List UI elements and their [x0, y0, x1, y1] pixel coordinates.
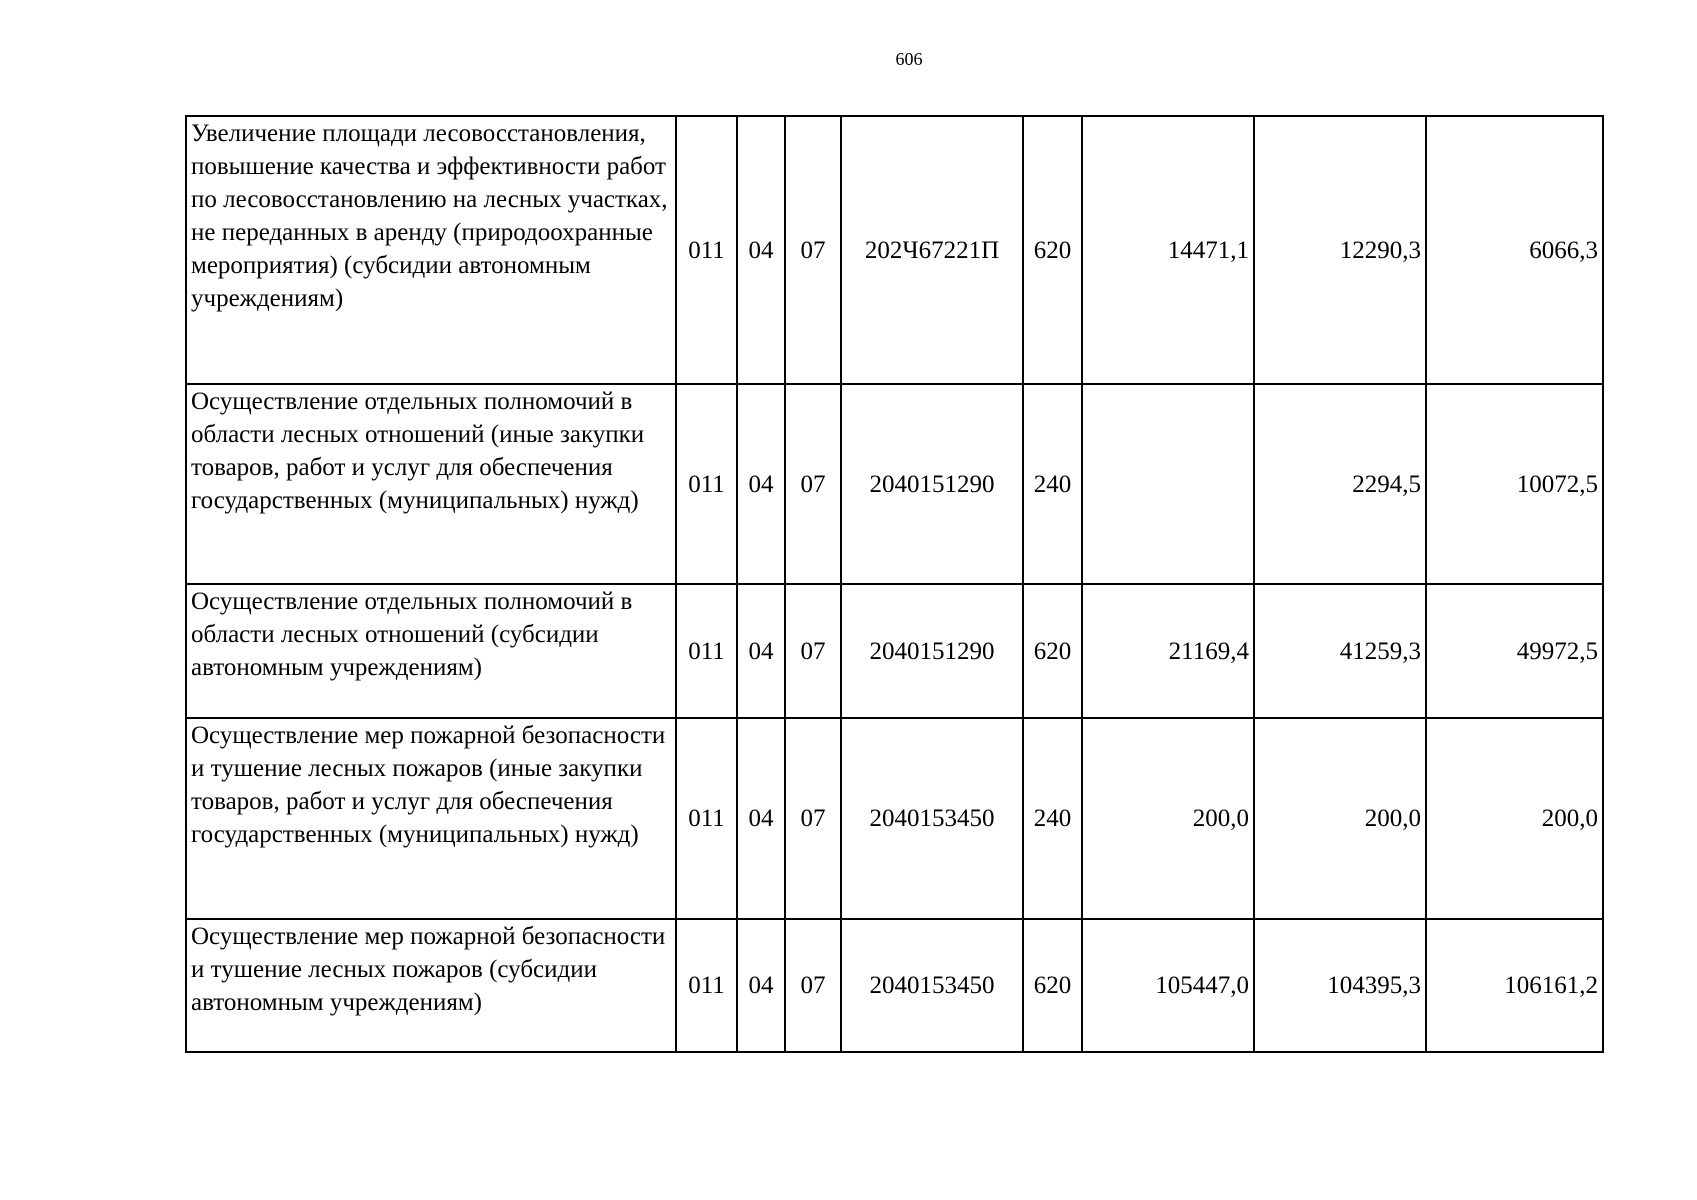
expense-type-code: 620	[1023, 919, 1082, 1052]
subsection-code: 07	[785, 919, 841, 1052]
ministry-code: 011	[676, 584, 737, 718]
section-code: 04	[737, 384, 785, 584]
target-article-code: 2040153450	[841, 919, 1023, 1052]
ministry-code: 011	[676, 116, 737, 384]
amount-year2: 41259,3	[1254, 584, 1426, 718]
amount-year2: 2294,5	[1254, 384, 1426, 584]
amount-year3: 6066,3	[1426, 116, 1603, 384]
amount-year2: 200,0	[1254, 718, 1426, 919]
amount-year2: 12290,3	[1254, 116, 1426, 384]
ministry-code: 011	[676, 718, 737, 919]
amount-year1	[1082, 384, 1254, 584]
table-row	[186, 384, 1603, 584]
table-row	[186, 584, 1603, 718]
amount-year1: 105447,0	[1082, 919, 1254, 1052]
row-description: Осуществление мер пожарной безопасности и тушение лесных пожаров (иные закупки товаров, работ и услуг для обеспечения государственных (муниципальных) нужд)	[186, 718, 676, 919]
subsection-code: 07	[785, 116, 841, 384]
budget-table	[185, 115, 1604, 1053]
row-description: Увеличение площади лесовосстановления, повышение качества и эффективности работ по лесовосстановлению на лесных участках, не переданных в аренду (природоохранные мероприятия) (субсидии автономным учреждениям)	[186, 116, 676, 384]
table-row	[186, 919, 1603, 1052]
amount-year3: 200,0	[1426, 718, 1603, 919]
row-description: Осуществление мер пожарной безопасности и тушение лесных пожаров (субсидии автономным учреждениям)	[186, 919, 676, 1052]
amount-year3: 106161,2	[1426, 919, 1603, 1052]
amount-year1: 14471,1	[1082, 116, 1254, 384]
amount-year3: 49972,5	[1426, 584, 1603, 718]
expense-type-code: 620	[1023, 116, 1082, 384]
target-article-code: 202Ч67221П	[841, 116, 1023, 384]
target-article-code: 2040151290	[841, 384, 1023, 584]
subsection-code: 07	[785, 384, 841, 584]
expense-type-code: 620	[1023, 584, 1082, 718]
amount-year1: 200,0	[1082, 718, 1254, 919]
subsection-code: 07	[785, 584, 841, 718]
section-code: 04	[737, 584, 785, 718]
amount-year1: 21169,4	[1082, 584, 1254, 718]
ministry-code: 011	[676, 919, 737, 1052]
amount-year2: 104395,3	[1254, 919, 1426, 1052]
table-row	[186, 718, 1603, 919]
subsection-code: 07	[785, 718, 841, 919]
expense-type-code: 240	[1023, 718, 1082, 919]
table-row	[186, 116, 1603, 384]
ministry-code: 011	[676, 384, 737, 584]
row-description: Осуществление отдельных полномочий в области лесных отношений (субсидии автономным учреждениям)	[186, 584, 676, 718]
target-article-code: 2040153450	[841, 718, 1023, 919]
target-article-code: 2040151290	[841, 584, 1023, 718]
page-number: 606	[895, 49, 923, 69]
section-code: 04	[737, 919, 785, 1052]
section-code: 04	[737, 718, 785, 919]
expense-type-code: 240	[1023, 384, 1082, 584]
section-code: 04	[737, 116, 785, 384]
amount-year3: 10072,5	[1426, 384, 1603, 584]
row-description: Осуществление отдельных полномочий в области лесных отношений (иные закупки товаров, работ и услуг для обеспечения государственных (муниципальных) нужд)	[186, 384, 676, 584]
